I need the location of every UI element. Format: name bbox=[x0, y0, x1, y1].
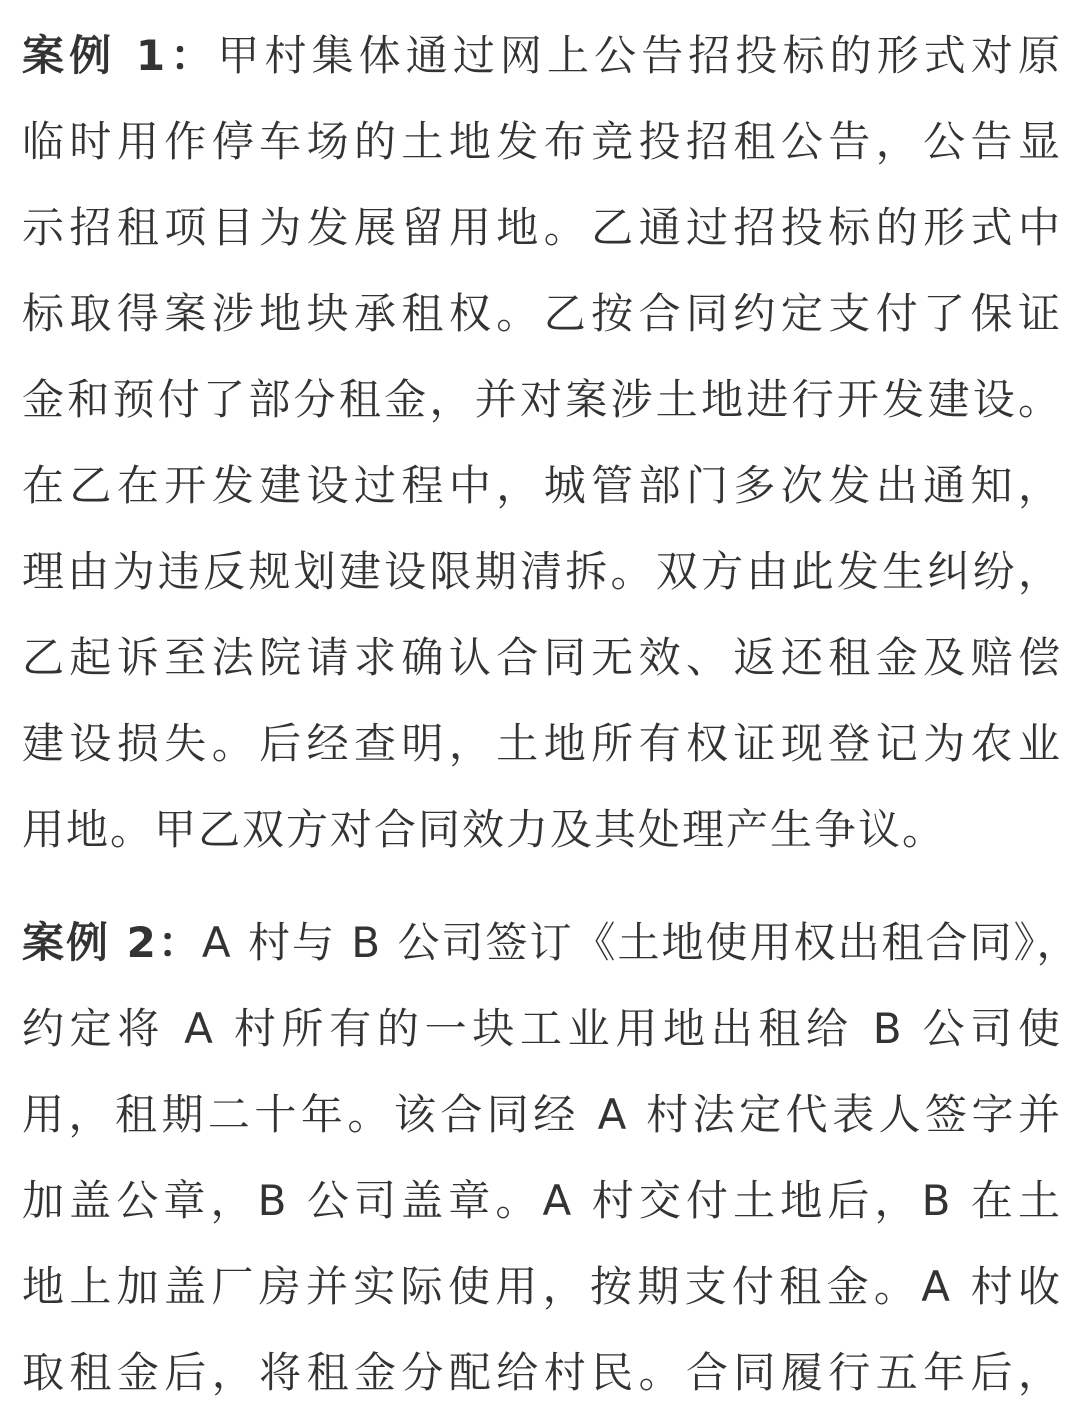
case-1-line-4: 标取得案涉地块承租权。乙按合同约定支付了保证 bbox=[22, 289, 1062, 338]
case-2-line-5: 地上加盖厂房并实际使用，按期支付租金。A 村收 bbox=[22, 1262, 1062, 1311]
case-1-line-2: 临时用作停车场的土地发布竞投招租公告，公告显 bbox=[22, 117, 1062, 166]
case-2-label: 案例 2： bbox=[22, 918, 202, 967]
case-1-line-10: 用地。甲乙双方对合同效力及其处理产生争议。 bbox=[22, 805, 947, 854]
case-1-line-3: 示招租项目为发展留用地。乙通过招投标的形式中 bbox=[22, 203, 1062, 252]
case-2-line-1-text: A 村与 B 公司签订《土地使用权出租合同》， bbox=[201, 918, 1080, 967]
case-2-line-6: 取租金后，将租金分配给村民。合同履行五年后， bbox=[22, 1348, 1062, 1397]
case-1-line-7: 理由为违反规划建设限期清拆。双方由此发生纠纷， bbox=[22, 547, 1062, 596]
case-1-line-1 bbox=[22, 13, 1062, 99]
case-1-label: 案例 1： bbox=[22, 31, 218, 80]
case-2-line-4: 加盖公章，B 公司盖章。A 村交付土地后，B 在土 bbox=[22, 1176, 1062, 1225]
case-1-paragraph bbox=[22, 13, 1062, 873]
case-1-line-5: 金和预付了部分租金，并对案涉土地进行开发建设。 bbox=[22, 375, 1062, 424]
case-1-line-1-text: 甲村集体通过网上公告招投标的形式对原 bbox=[217, 31, 1062, 80]
case-2-line-3: 用，租期二十年。该合同经 A 村法定代表人签字并 bbox=[22, 1090, 1062, 1139]
case-2-line-1 bbox=[22, 900, 1080, 986]
case-1-line-8: 乙起诉至法院请求确认合同无效、返还租金及赔偿 bbox=[22, 633, 1062, 682]
case-2-paragraph bbox=[22, 900, 1080, 1416]
case-2-line-2: 约定将 A 村所有的一块工业用地出租给 B 公司使 bbox=[22, 1004, 1062, 1053]
case-1-line-9: 建设损失。后经查明，土地所有权证现登记为农业 bbox=[22, 719, 1062, 768]
case-1-line-6: 在乙在开发建设过程中，城管部门多次发出通知， bbox=[22, 461, 1062, 510]
